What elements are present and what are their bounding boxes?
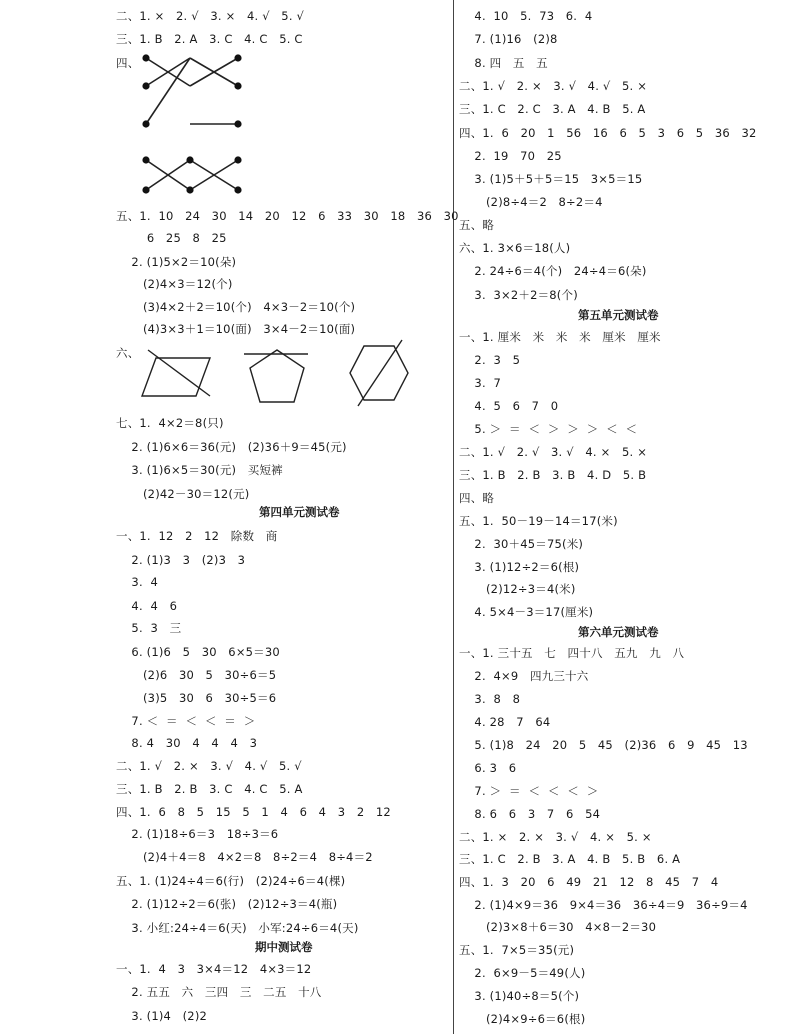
section-title: 期中测试卷 (255, 940, 313, 954)
right-answer-line: 8. 四 五 五 (459, 56, 548, 70)
right-answer-line: 三、1. C 2. B 3. A 4. B 5. B 6. A (459, 852, 681, 866)
right-answer-line: 2. 3 5 (459, 353, 521, 367)
right-answer-line: 3. 7 (459, 376, 502, 390)
left-answer-line: (2)42－30＝12(元) (116, 487, 250, 501)
left-answer-line: (2)4×3＝12(个) (116, 277, 233, 291)
left-answer-line: 二、1. √ 2. × 3. √ 4. √ 5. √ (116, 759, 302, 773)
left-answer-line: 五、1. (1)24÷4＝6(行) (2)24÷6＝4(棵) (116, 874, 346, 888)
left-answer-line: 七、1. 4×2＝8(只) (116, 416, 224, 430)
left-answer-line: 四、 (116, 56, 140, 70)
left-answer-line: 2. 五五 六 三四 三 二五 十八 (116, 985, 322, 999)
right-answer-line: 四、1. 6 20 1 56 16 6 5 3 6 5 36 32 (459, 126, 757, 140)
right-answer-line: (2)8÷4＝2 8÷2＝4 (459, 195, 603, 209)
hexagon-shape (344, 340, 414, 406)
left-answer-line: 一、1. 4 3 3×4＝12 4×3＝12 (116, 962, 312, 976)
left-answer-line: (2)6 30 5 30÷6＝5 (116, 668, 277, 682)
left-answer-line: 一、1. 12 2 12 除数 商 (116, 529, 278, 543)
left-answer-line: 六、 (116, 346, 140, 360)
left-answer-line: 6. (1)6 5 30 6×5＝30 (116, 645, 280, 659)
right-answer-line: 二、1. √ 2. × 3. √ 4. √ 5. × (459, 79, 648, 93)
right-answer-line: 3. 3×2＋2＝8(个) (459, 288, 578, 302)
left-answer-line: 3. (1)4 (2)2 (116, 1009, 208, 1023)
right-answer-line: 2. 19 70 25 (459, 149, 562, 163)
right-answer-line: 4. 5 6 7 0 (459, 399, 559, 413)
right-answer-line: 2. 4×9 四九三十六 (459, 669, 589, 683)
left-answer-line: 7. ＜ ＝ ＜ ＜ ＝ ＞ (116, 714, 256, 728)
left-answer-line: 2. (1)18÷6＝3 18÷3＝6 (116, 827, 279, 841)
right-answer-line: 2. 30＋45＝75(米) (459, 537, 584, 551)
right-answer-line: 四、略 (459, 491, 495, 505)
left-answer-line: 2. (1)5×2＝10(朵) (116, 255, 237, 269)
left-answer-line: 2. (1)12÷2＝6(张) (2)12÷3＝4(瓶) (116, 897, 338, 911)
right-answer-line: 6. 3 6 (459, 761, 517, 775)
right-answer-line: 一、1. 厘米 米 米 米 厘米 厘米 (459, 330, 661, 344)
matching-diagram (138, 52, 248, 202)
left-answer-line: 二、1. × 2. √ 3. × 4. √ 5. √ (116, 9, 305, 23)
right-answer-line: 三、1. B 2. B 3. B 4. D 5. B (459, 468, 647, 482)
left-answer-line: 5. 3 三 (116, 621, 182, 635)
right-answer-line: 5. (1)8 24 20 5 45 (2)36 6 9 45 13 (459, 738, 748, 752)
left-answer-line: 五、1. 10 24 30 14 20 12 6 33 30 18 36 30 (116, 209, 459, 223)
right-answer-line: 一、1. 三十五 七 四十八 五九 九 八 (459, 646, 685, 660)
right-answer-line: (2)4×9÷6＝6(根) (459, 1012, 586, 1026)
section-title: 第六单元测试卷 (578, 625, 659, 639)
right-answer-line: 五、1. 7×5＝35(元) (459, 943, 575, 957)
right-answer-line: 五、1. 50－19－14＝17(米) (459, 514, 618, 528)
right-answer-line: 3. (1)12÷2＝6(根) (459, 560, 580, 574)
right-answer-line: 8. 6 6 3 7 6 54 (459, 807, 601, 821)
right-answer-line: 2. (1)4×9＝36 9×4＝36 36÷4＝9 36÷9＝4 (459, 898, 748, 912)
left-answer-line: (4)3×3＋1＝10(面) 3×4－2＝10(面) (116, 322, 356, 336)
right-answer-line: 二、1. × 2. × 3. √ 4. × 5. × (459, 830, 652, 844)
right-answer-line: 4. 28 7 64 (459, 715, 551, 729)
section-title: 第五单元测试卷 (578, 308, 659, 322)
right-answer-line: 三、1. C 2. C 3. A 4. B 5. A (459, 102, 646, 116)
right-answer-line: 3. (1)40÷8＝5(个) (459, 989, 580, 1003)
left-answer-line: 2. (1)3 3 (2)3 3 (116, 553, 246, 567)
right-answer-line: (2)3×8＋6＝30 4×8－2＝30 (459, 920, 657, 934)
right-answer-line: 7. (1)16 (2)8 (459, 32, 558, 46)
right-answer-line: 四、1. 3 20 6 49 21 12 8 45 7 4 (459, 875, 719, 889)
left-answer-line: 3. 4 (116, 575, 159, 589)
section-title: 第四单元测试卷 (259, 505, 340, 519)
right-answer-line: 3. (1)5＋5＋5＝15 3×5＝15 (459, 172, 643, 186)
right-answer-line: 2. 24÷6＝4(个) 24÷4＝6(朵) (459, 264, 647, 278)
left-answer-line: 三、1. B 2. A 3. C 4. C 5. C (116, 32, 303, 46)
right-answer-line: (2)12÷3＝4(米) (459, 582, 576, 596)
right-answer-line: 六、1. 3×6＝18(人) (459, 241, 571, 255)
left-answer-line: 3. 小红:24÷4＝6(天) 小军:24÷6＝4(天) (116, 921, 359, 935)
right-answer-line: 5. ＞ ＝ ＜ ＞ ＞ ＞ ＜ ＜ (459, 422, 638, 436)
left-answer-line: (2)4＋4＝8 4×2＝8 8÷2＝4 8÷4＝2 (116, 850, 373, 864)
right-answer-line: 7. ＞ ＝ ＜ ＜ ＜ ＞ (459, 784, 599, 798)
left-answer-line: 6 25 8 25 (116, 231, 227, 245)
left-answer-line: 三、1. B 2. B 3. C 4. C 5. A (116, 782, 303, 796)
left-answer-line: 8. 4 30 4 4 4 3 (116, 736, 258, 750)
right-answer-line: 3. 8 8 (459, 692, 521, 706)
left-answer-line: 4. 4 6 (116, 599, 178, 613)
left-answer-line: 四、1. 6 8 5 15 5 1 4 6 4 3 2 12 (116, 805, 391, 819)
pentagon-shape (242, 342, 312, 408)
right-answer-line: 4. 5×4－3＝17(厘米) (459, 605, 594, 619)
right-answer-line: 五、略 (459, 218, 495, 232)
parallelogram-shape (138, 348, 218, 403)
right-answer-line: 4. 10 5. 73 6. 4 (459, 9, 593, 23)
left-answer-line: 3. (1)6×5＝30(元) 买短裤 (116, 463, 283, 477)
right-answer-line: 2. 6×9－5＝49(人) (459, 966, 586, 980)
right-answer-line: 二、1. √ 2. √ 3. √ 4. × 5. × (459, 445, 648, 459)
column-divider (453, 0, 454, 1034)
left-answer-line: (3)4×2＋2＝10(个) 4×3－2＝10(个) (116, 300, 356, 314)
left-answer-line: 2. (1)6×6＝36(元) (2)36＋9＝45(元) (116, 440, 347, 454)
left-answer-line: (3)5 30 6 30÷5＝6 (116, 691, 277, 705)
